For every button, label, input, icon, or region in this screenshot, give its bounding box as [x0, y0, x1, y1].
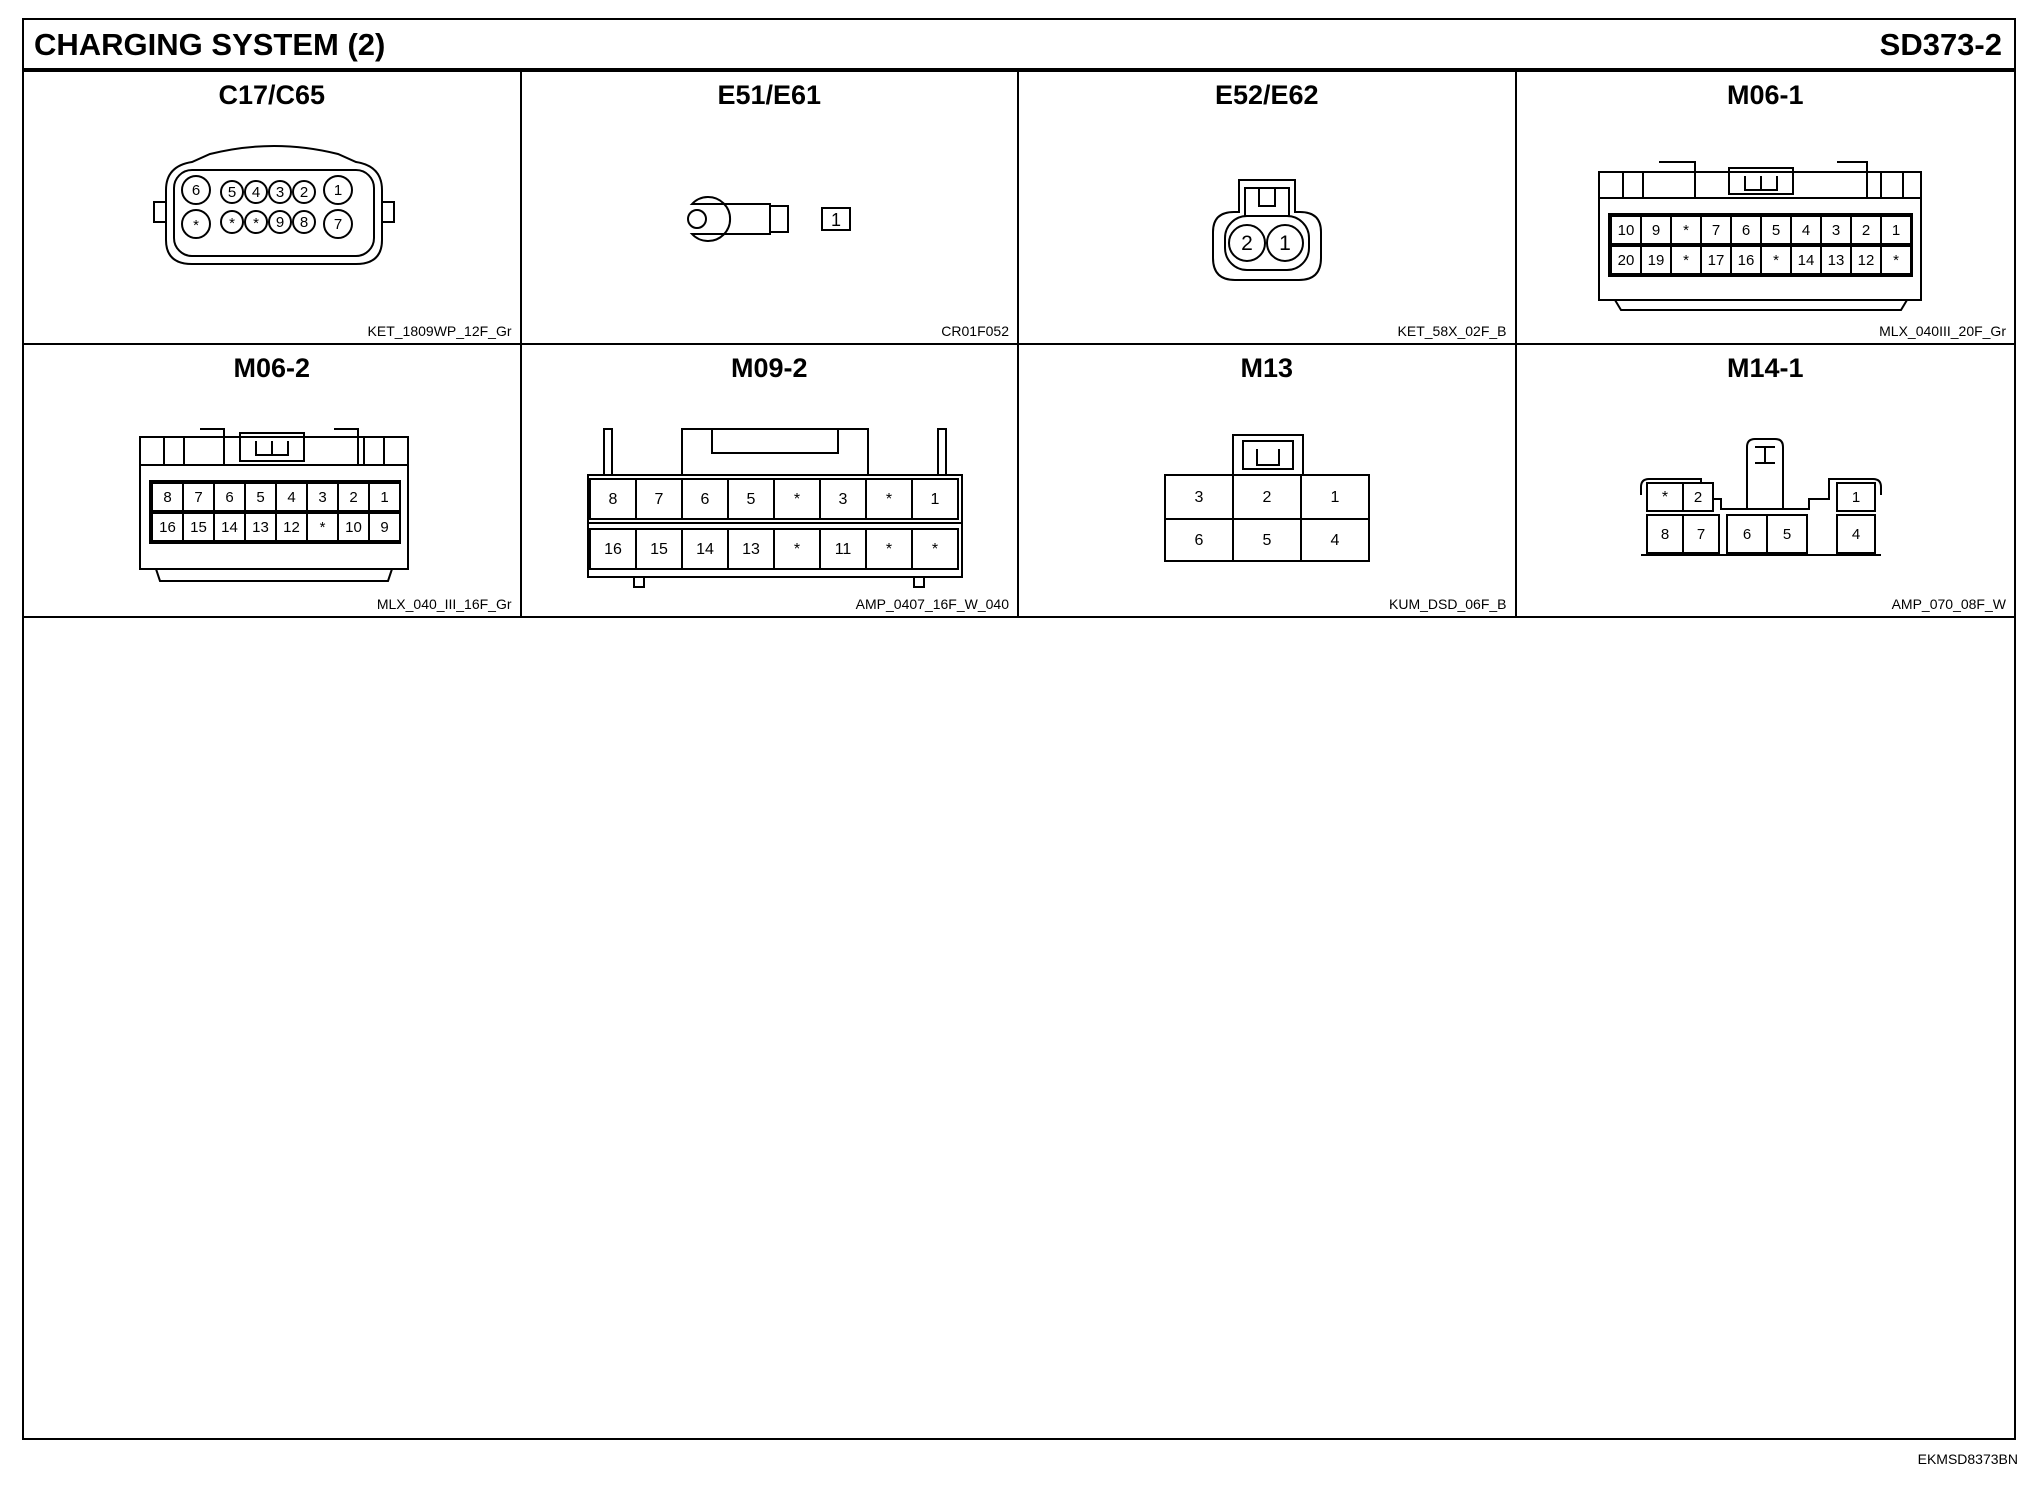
pin-grid	[1611, 216, 1911, 274]
pin-label: *	[793, 491, 800, 508]
pin-label: 6	[191, 182, 201, 199]
pin-label: 1	[380, 489, 389, 506]
pin-label: 13	[252, 519, 269, 536]
part-code: AMP_0407_16F_W_040	[855, 596, 1009, 612]
pin-label: 2	[1693, 489, 1702, 506]
connector-grid	[24, 72, 2014, 620]
pin-label: 15	[649, 541, 668, 558]
pin-label: 6	[1742, 526, 1751, 543]
pin-label: 20	[1617, 252, 1634, 269]
pin-label: 14	[695, 541, 714, 558]
pin-label: 12	[1857, 252, 1874, 269]
pin-label: 10	[1617, 222, 1634, 239]
pin-label: 1	[1330, 489, 1340, 506]
pin-label: 4	[287, 489, 296, 506]
pin-label: *	[793, 541, 800, 558]
pin-label: 2	[349, 489, 358, 506]
part-code: KET_58X_02F_B	[1397, 323, 1507, 339]
pin-label: 6	[1194, 532, 1204, 549]
pin-label: 4	[1851, 526, 1860, 543]
pin-label: 5	[1771, 222, 1780, 239]
pin-label: 14	[1797, 252, 1814, 269]
part-code: MLX_040III_20F_Gr	[1879, 323, 2006, 339]
ring-terminal-drawing	[522, 118, 1018, 318]
pin-label: 3	[1831, 222, 1840, 239]
pin-label: 19	[1647, 252, 1664, 269]
pin-label: 3	[1194, 489, 1204, 506]
connector-e52-e62	[1019, 72, 1517, 345]
connector-e51-e61	[522, 72, 1020, 345]
part-code: CR01F052	[941, 323, 1009, 339]
part-code: KUM_DSD_06F_B	[1389, 596, 1507, 612]
pin-label: *	[885, 541, 892, 558]
pin-label: *	[253, 215, 259, 232]
connector-m13	[1019, 345, 1517, 618]
connector-c17-c65	[24, 72, 522, 345]
pin-label: 16	[603, 541, 622, 558]
pin-label: 10	[345, 519, 362, 536]
drawing-code: EKMSD8373BN	[1917, 1451, 2018, 1467]
page-title: CHARGING SYSTEM (2)	[34, 27, 386, 62]
pin-label: 3	[275, 184, 285, 201]
connector-name: E52/E62	[1214, 80, 1319, 110]
pin-label: 7	[1696, 526, 1705, 543]
pin-label: *	[229, 215, 235, 232]
pin-label: *	[319, 519, 326, 536]
diagram-frame	[22, 18, 2016, 1440]
pin-label: 1	[930, 491, 939, 508]
pin-label: 7	[654, 491, 663, 508]
pin-label: 4	[1330, 532, 1340, 549]
pin-label: 14	[221, 519, 238, 536]
pin-label: *	[1682, 222, 1689, 239]
pin-label: 5	[227, 184, 237, 201]
part-code: KET_1809WP_12F_Gr	[367, 323, 512, 339]
pin-label: 13	[741, 541, 760, 558]
header-bar	[24, 20, 2014, 72]
pin-label: 1	[1279, 232, 1291, 255]
pin-label: *	[1661, 489, 1668, 506]
connector-m06-2-drawing	[24, 391, 520, 591]
pin-label: *	[1772, 252, 1779, 269]
pin-label: 2	[1241, 232, 1253, 255]
connector-m13-drawing	[1019, 391, 1515, 591]
pin-label: 5	[746, 491, 755, 508]
pin-label: 8	[1660, 526, 1669, 543]
pin-label: 5	[1782, 526, 1791, 543]
pin-label: 6	[1741, 222, 1750, 239]
pin-label: 9	[380, 519, 389, 536]
pin-label: 1	[1851, 489, 1860, 506]
part-code: MLX_040_III_16F_Gr	[376, 596, 512, 612]
pin-label: 16	[1737, 252, 1754, 269]
connector-m09-2-drawing	[522, 391, 1018, 591]
connector-m06-1-drawing	[1517, 118, 2013, 318]
part-code: AMP_070_08F_W	[1891, 596, 2006, 612]
pin-label: 2	[1262, 489, 1272, 506]
pin-label: 7	[194, 489, 203, 506]
pin-label: 12	[283, 519, 300, 536]
connector-name: C17/C65	[218, 80, 326, 110]
connector-name: M06-1	[1726, 80, 1804, 110]
connector-m06-1	[1517, 72, 2015, 345]
connector-m06-2	[24, 345, 522, 618]
pin-label: 1	[1891, 222, 1900, 239]
pin-label: 5	[1262, 532, 1272, 549]
pin-label: 9	[275, 214, 285, 231]
pin-label: 8	[299, 214, 309, 231]
pin-label: 8	[608, 491, 617, 508]
pin-label: 9	[1651, 222, 1660, 239]
pin-label: 3	[838, 491, 847, 508]
pin-label: 15	[190, 519, 207, 536]
connector-name: M13	[1240, 353, 1294, 383]
pin-label: *	[885, 491, 892, 508]
pin-label: 6	[225, 489, 234, 506]
pin-label: *	[193, 217, 199, 234]
connector-e52-e62-drawing	[1019, 118, 1515, 318]
pin-label: 17	[1707, 252, 1724, 269]
pin-label: 2	[1861, 222, 1870, 239]
pin-label: 4	[251, 184, 261, 201]
pin-label: 1	[830, 210, 841, 230]
connector-c17-c65-drawing	[24, 118, 520, 318]
pin-label: 7	[333, 216, 343, 233]
pin-grid	[152, 483, 400, 541]
pin-label: 3	[318, 489, 327, 506]
pin-label: 16	[159, 519, 176, 536]
pin-label: *	[1892, 252, 1899, 269]
connector-m09-2	[522, 345, 1020, 618]
pin-label: 8	[163, 489, 172, 506]
connector-name: M14-1	[1726, 353, 1804, 383]
connector-m14-1-drawing	[1517, 391, 2013, 591]
pin-label: 2	[299, 184, 309, 201]
pin-label: 11	[834, 541, 851, 558]
pin-label: 1	[333, 182, 343, 199]
pin-label: *	[931, 541, 938, 558]
pin-label: 7	[1711, 222, 1720, 239]
connector-name: M06-2	[233, 353, 311, 383]
sheet-id: SD373-2	[1879, 27, 2002, 62]
connector-name: E51/E61	[717, 80, 822, 110]
connector-m14-1	[1517, 345, 2015, 618]
pin-label: 6	[700, 491, 709, 508]
pin-grid	[1647, 483, 1875, 553]
connector-name: M09-2	[730, 353, 808, 383]
pin-grid	[1165, 475, 1369, 561]
pin-label: 13	[1827, 252, 1844, 269]
pin-label: 5	[256, 489, 265, 506]
pin-label: 4	[1801, 222, 1810, 239]
pin-label: *	[1682, 252, 1689, 269]
